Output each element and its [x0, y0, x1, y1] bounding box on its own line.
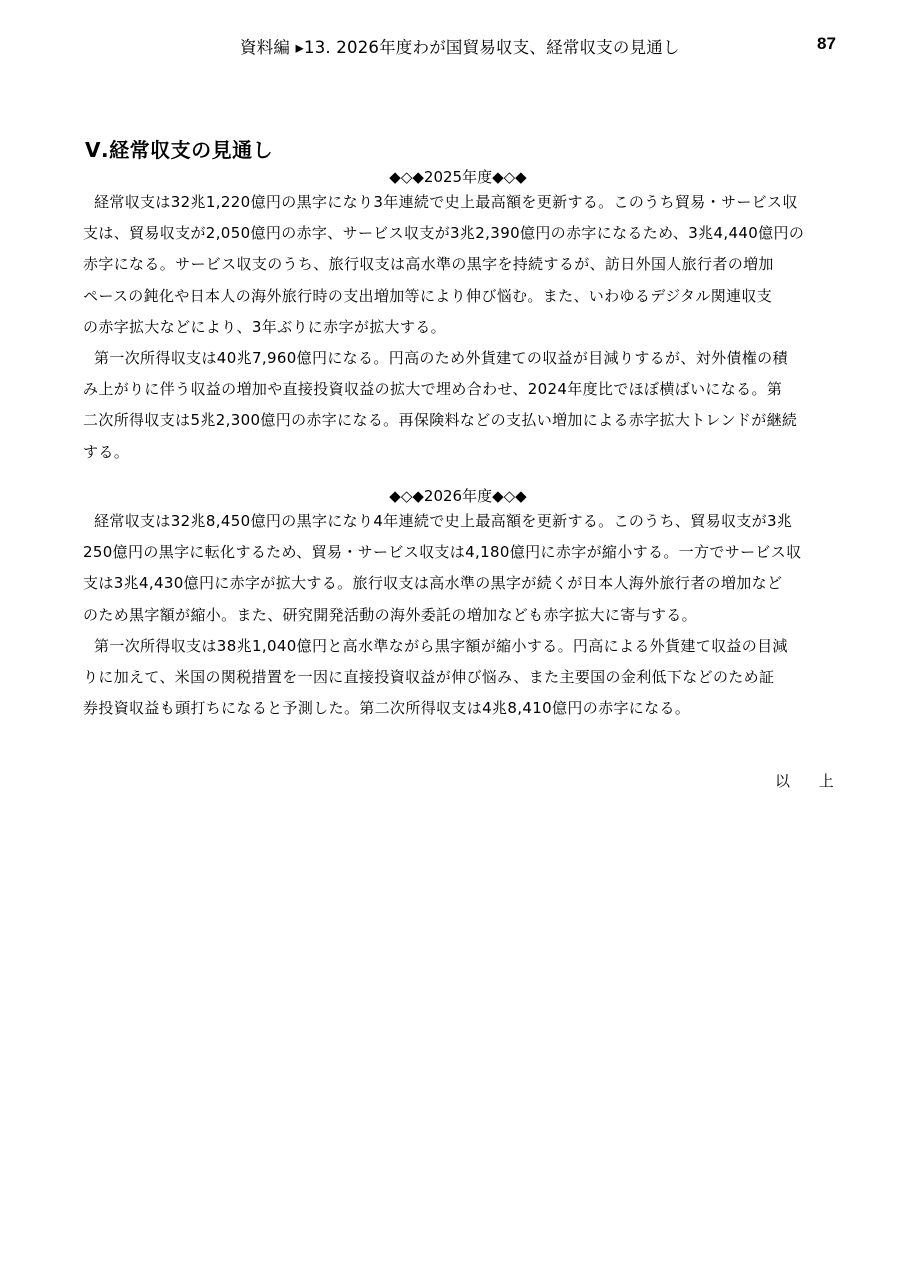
fy2025-line: 支は、貿易収支が2,050億円の赤字、サービス収支が3兆2,390億円の赤字になるため、3兆4,440億円の — [83, 224, 805, 243]
fy2026-body — [83, 506, 835, 724]
fy2025-line: み上がりに伴う収益の増加や直接投資収益の拡大で埋め合わせ、2024年度比でほぼ横ばいになる。第 — [83, 380, 783, 399]
fy2026-line: りに加えて、米国の関税措置を一因に直接投資収益が伸び悩み、また主要国の金利低下などのため証 — [83, 667, 775, 686]
fy2025-body — [83, 187, 835, 468]
fy2025-line: の赤字拡大などにより、3年ぶりに赤字が拡大する。 — [83, 317, 446, 336]
fy2026-line: 第一次所得収支は38兆1,040億円と高水準ながら黒字額が縮小する。円高による外貨建て収益の目減 — [94, 636, 788, 655]
fy2025-line: 経常収支は32兆1,220億円の黒字になり3年連続で史上最高額を更新する。このうち貿易・サービス収 — [94, 193, 798, 211]
fy2026-line: 250億円の黒字に転化するため、貿易・サービス収支は4,180億円に赤字が縮小する。一方でサービス収 — [83, 543, 802, 562]
fy2025-line: 第一次所得収支は40兆7,960億円になる。円高のため外貨建ての収益が目減りするが、対外債権の積 — [94, 348, 788, 367]
fy2025-line: ペースの鈍化や日本人の海外旅行時の支出増加等により伸び悩む。また、いわゆるデジタル関連収支 — [83, 286, 773, 305]
fy2026-line: 支は3兆4,430億円に赤字が拡大する。旅行収支は高水準の黒字が続くが日本人海外旅行者の増加など — [83, 574, 783, 593]
fy2026-heading: ◆◇◆2026年度◆◇◆ — [389, 487, 527, 505]
fy2025-heading: ◆◇◆2025年度◆◇◆ — [389, 168, 527, 186]
fy2026-line: 券投資収益も頭打ちになると予測した。第二次所得収支は4兆8,410億円の赤字になる。 — [83, 699, 691, 718]
fy2026-line: のため黒字額が縮小。また、研究開発活動の海外委託の増加なども赤字拡大に寄与する。 — [83, 605, 698, 624]
section-title: Ⅴ.経常収支の見通し — [85, 138, 274, 162]
fy2026-line: 経常収支は32兆8,450億円の黒字になり4年連続で史上最高額を更新する。このうち、貿易収支が3兆 — [94, 512, 793, 530]
fy2025-line: 赤字になる。サービス収支のうち、旅行収支は高水準の黒字を持続するが、訪日外国人旅行者の増加 — [83, 255, 774, 274]
closing-mark: 以 上 — [775, 772, 846, 790]
page-header — [0, 30, 916, 60]
running-header-title: 資料編 ▸13. 2026年度わが国貿易収支、経常収支の見通し — [240, 38, 680, 57]
fy2025-line: 二次所得収支は5兆2,300億円の赤字になる。再保険料などの支払い増加による赤字拡大トレンドが継続 — [83, 411, 798, 430]
page-number: 87 — [817, 34, 836, 53]
fy2025-line: する。 — [83, 442, 130, 461]
